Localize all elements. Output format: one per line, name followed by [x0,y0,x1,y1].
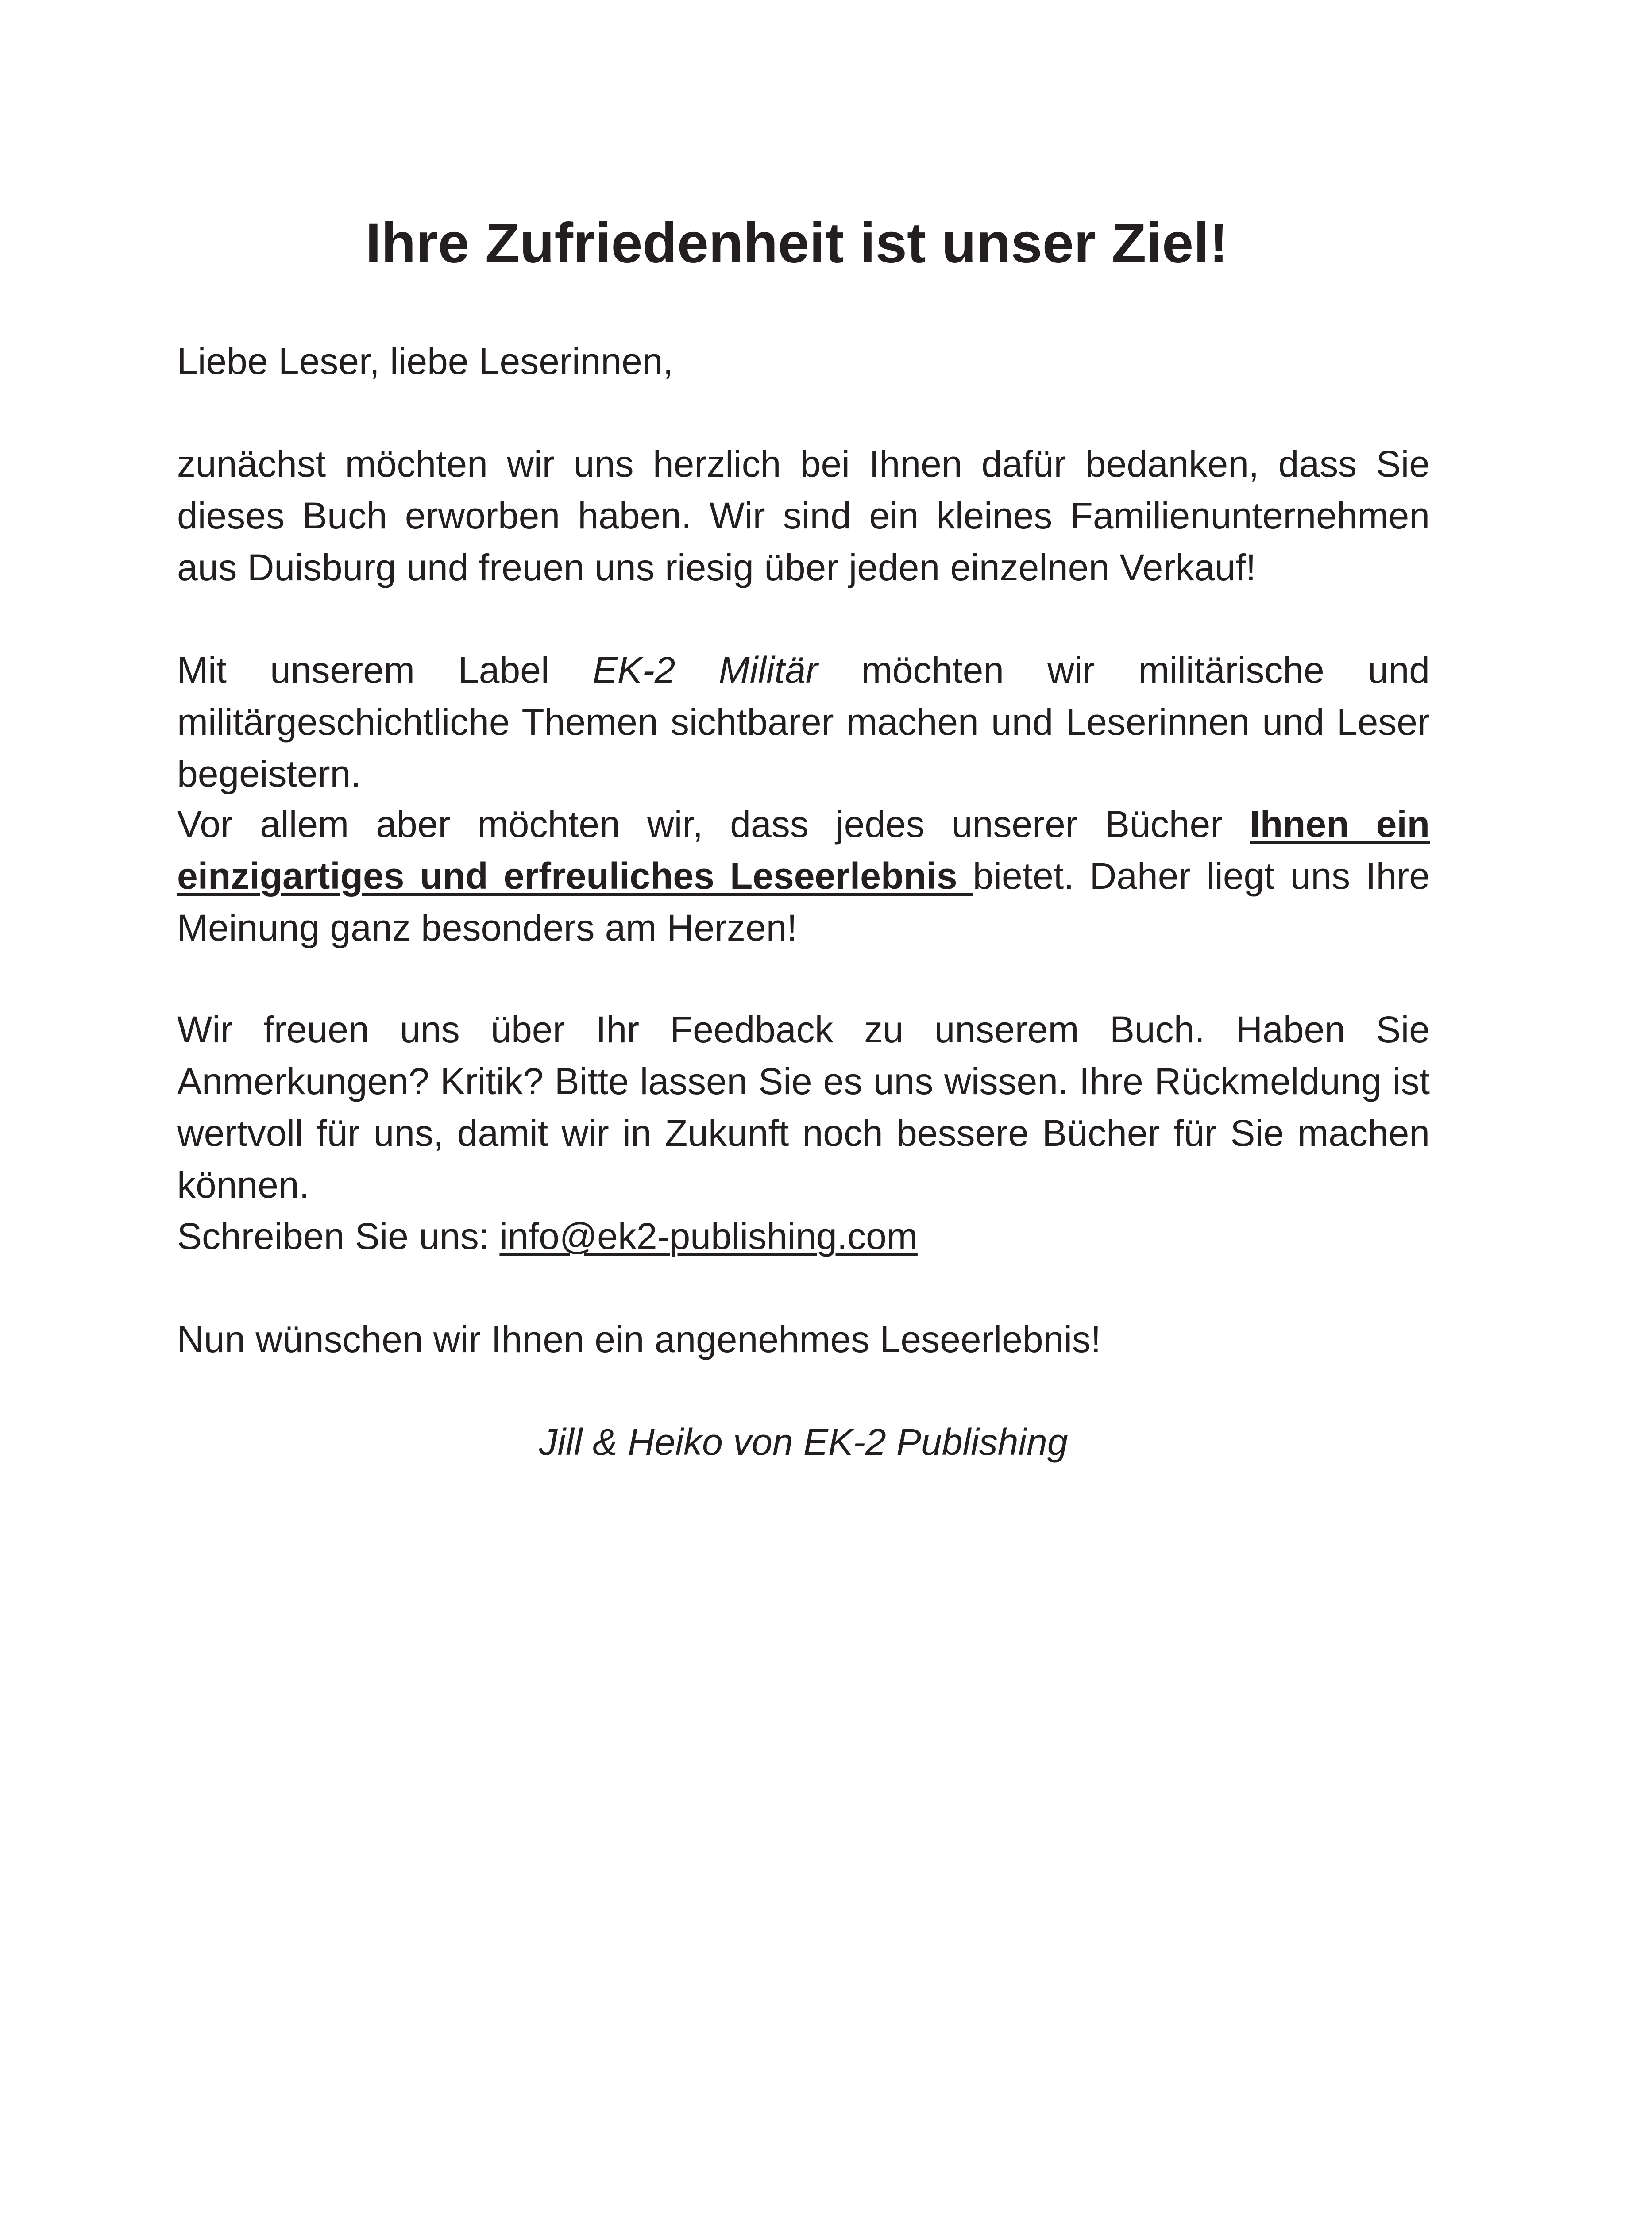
emphasis-text: Ihnen ein einzigartiges und erfreuliches Leseerlebnis [177,803,1430,897]
paragraph-label-after: möchten wir militärische und militärgeschichtliche Themen sichtbarer machen und Leserinnen und Leser begeistern. [177,649,1430,794]
page-title: Ihre Zufriedenheit ist unser Ziel! [365,212,1228,275]
paragraph-label-before: Mit unserem Label [177,649,593,691]
closing-line: Nun wünschen wir Ihnen ein angenehmes Leseerlebnis! [177,1319,1101,1360]
paragraph-experience [177,798,1430,954]
paragraph-experience-before: Vor allem aber möchten wir, dass jedes unserer Bücher [177,803,1250,845]
contact-prefix: Schreiben Sie uns: [177,1215,500,1257]
paragraph-label [177,644,1430,800]
email-link[interactable]: info@ek2-publishing.com [499,1215,918,1257]
greeting: Liebe Leser, liebe Leserinnen, [177,340,673,382]
label-name: EK-2 Militär [592,649,818,691]
contact-line [177,1211,1430,1262]
paragraph-feedback: Wir freuen uns über Ihr Feedback zu unserem Buch. Haben Sie Anmerkungen? Kritik? Bitte lassen Sie es uns wissen. Ihre Rückmeldung ist wertvoll für uns, damit wir in Zukunft noch bessere Bücher für Sie machen können. [177,1009,1430,1206]
signature: Jill & Heiko von EK-2 Publishing [539,1421,1068,1463]
paragraph-thanks: zunächst möchten wir uns herzlich bei Ihnen dafür bedanken, dass Sie dieses Buch erworben haben. Wir sind ein kleines Familienunternehmen aus Duisburg und freuen uns riesig über jeden einzelnen Verkauf! [177,443,1430,588]
paragraph-experience-after: bietet. Daher liegt uns Ihre Meinung ganz besonders am Herzen! [177,855,1430,948]
